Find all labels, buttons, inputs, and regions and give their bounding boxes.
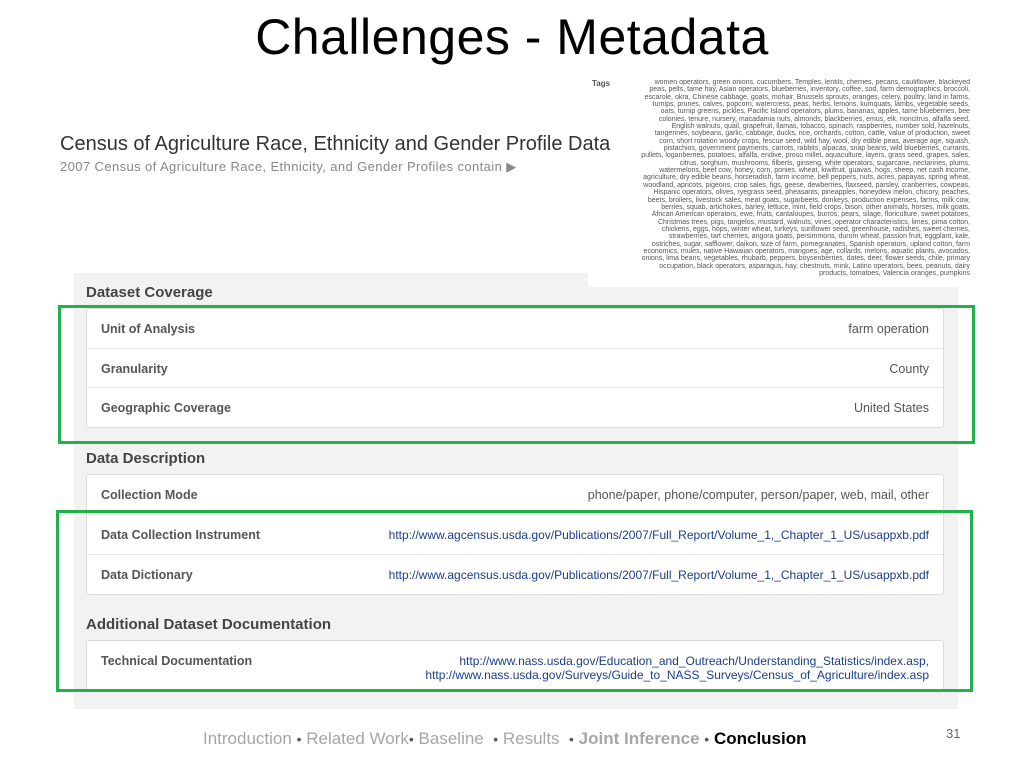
section-data-description: Data Description (86, 450, 206, 467)
technical-doc-link-2[interactable]: http://www.nass.usda.gov/Surveys/Guide_to_NASS_Surveys/Census_of_Agriculture/index.asp (425, 668, 929, 682)
row-value: United States (853, 400, 929, 415)
dataset-subtitle[interactable]: 2007 Census of Agriculture Race, Ethnicity, and Gender Profiles contain ▶ (60, 159, 517, 174)
highlight-box-coverage (58, 305, 975, 444)
tags-label: Tags (592, 79, 611, 88)
row-value: County (889, 361, 929, 376)
dataset-title[interactable]: Census of Agriculture Race, Ethnicity and Gender Profile Data (60, 133, 611, 155)
row-label: Data Dictionary (101, 567, 193, 582)
page-number: 31 (946, 726, 961, 741)
row-label: Data Collection Instrument (101, 527, 261, 542)
nav-bullet: • (704, 731, 710, 747)
highlight-box-links (56, 510, 973, 692)
row-label: Granularity (101, 361, 168, 376)
section-dataset-coverage: Dataset Coverage (86, 284, 213, 301)
nav-related-work[interactable]: Related Work (306, 729, 409, 748)
row-label: Technical Documentation (101, 654, 253, 668)
nav-bullet: • (296, 731, 302, 747)
nav-bullet: • (569, 731, 574, 747)
section-additional-documentation: Additional Dataset Documentation (86, 616, 332, 633)
row-label: Unit of Analysis (101, 321, 195, 336)
nav-bullet: • (493, 731, 499, 747)
nav-joint-inference[interactable]: Joint Inference (578, 729, 700, 748)
tags-list: women operators, green onions, cucumbers, Temples, lentils, cherries, pecans, cauliflower, blackeyed peas, pelts, tame hay, Asian operators, blueberries, inventory, coffee, sod, farm demographics, broccoli, escarole, okra, Chinese cabbage, goats, mohair, Brussels sprouts, oranges, celery, poultry, land in farms, turnips, prunes, calves, popcorn, watercress, peas, herbs, lemons, kumquats, lambs, vegetable seeds, oats, turnip greens, pickles, Pacific Island operators, plums, bananas, apples, tame blueberries, bee colonies, tenure, nursery, macadamia nuts, almonds, blackberries, emus, elk, noncitrus, alfalfa seed, English walnuts, quail, grapefruit, llamas, tobacco, spinach, raspberries, number sold, hazelnuts, tangerines, soybeans, garlic, cabbage, ducks, rice, orchards, cotton, cattle, value of production, sweet corn, short rotation woody crops, fescue seed, wild hay, wool, dry edible peas, average age, squash, pistachios, government payments, carrots, rabbits, alpacas, snap beans, wild blueberries, currants, pullets, loganberries, potatoes, alfalfa, endive, proso millet, aquaculture, layers, grass seed, grapes, sales, citrus, sorghum, mushrooms, filberts, ginseng, white operators, sugarcane, nectarines, plums, watermelons, beef cow, honey, corn, ponies, wheat, kiwifruit, guavas, hogs, sheep, net cash income, agriculture, dry edible beans, horseradish, farm income, bell peppers, nuts, acres, papayas, spring wheat, woodland, apricots, pigeons, crop sales, figs, geese, dewberries, flaxseed, parsley, cranberries, cowpeas, Hispanic operators, olives, ryegrass seed, pheasants, pineapples, honeydew melon, chicory, peaches, beets, broilers, livestock sales, meat goats, sugarbeets, donkeys, production expenses, farms, milk cow, berries, squab, artichokes, barley, lettuce, mint, field crops, bison, other animals, horses, milk goats, African American operators, ewe, fruits, cantaloupes, burros, pears, silage, floriculture, sweet potatoes, Christmas trees, pigs, tangelos, mustard, walnuts, vines, operator characteristics, limes, pima cotton, chickens, eggs, hops, winter wheat, turkeys, sunflower seed, greenhouse, radishes, sweet cherries, strawberries, tart cherries, angora goats, persimmons, durum wheat, passion fruit, eggplant, kale, ostriches, sugar, safflower, daikon, size of farm, pomegranates, Spanish operators, upland cotton, farm economics, mules, native Hawaiian operators, mangoes, age, collards, melons, aquatic plants, avocados, onions, lima beans, vegetables, rhubarb, peppers, boysenberries, dates, deer, flower seeds, chile, primary occupation, black operators, asparagus, hay, chestnuts, mink, Latino operators, bees, peanuts, dairy products, tomatoes, Valencia oranges, pumpkins (641, 79, 970, 277)
description-row-collection-mode (87, 475, 943, 514)
row-value: farm operation (848, 321, 929, 336)
footer-nav (203, 729, 807, 749)
row-label: Collection Mode (101, 487, 198, 502)
nav-results[interactable]: Results (502, 729, 560, 748)
nav-baseline[interactable]: Baseline (418, 729, 484, 748)
nav-bullet: • (408, 731, 414, 747)
row-value: phone/paper, phone/computer, person/paper, web, mail, other (587, 487, 929, 502)
dictionary-link[interactable]: http://www.agcensus.usda.gov/Publications/2007/Full_Report/Volume_1,_Chapter_1_US/usappxb.pdf (388, 567, 929, 582)
nav-conclusion[interactable]: Conclusion (713, 729, 807, 748)
slide-title: Challenges - Metadata (255, 9, 769, 65)
nav-introduction[interactable]: Introduction (203, 729, 292, 748)
technical-doc-link-1[interactable]: http://www.nass.usda.gov/Education_and_Outreach/Understanding_Statistics/index.asp, (459, 654, 929, 668)
instrument-link[interactable]: http://www.agcensus.usda.gov/Publications/2007/Full_Report/Volume_1,_Chapter_1_US/usappxb.pdf (388, 527, 929, 542)
row-label: Geographic Coverage (101, 400, 231, 415)
